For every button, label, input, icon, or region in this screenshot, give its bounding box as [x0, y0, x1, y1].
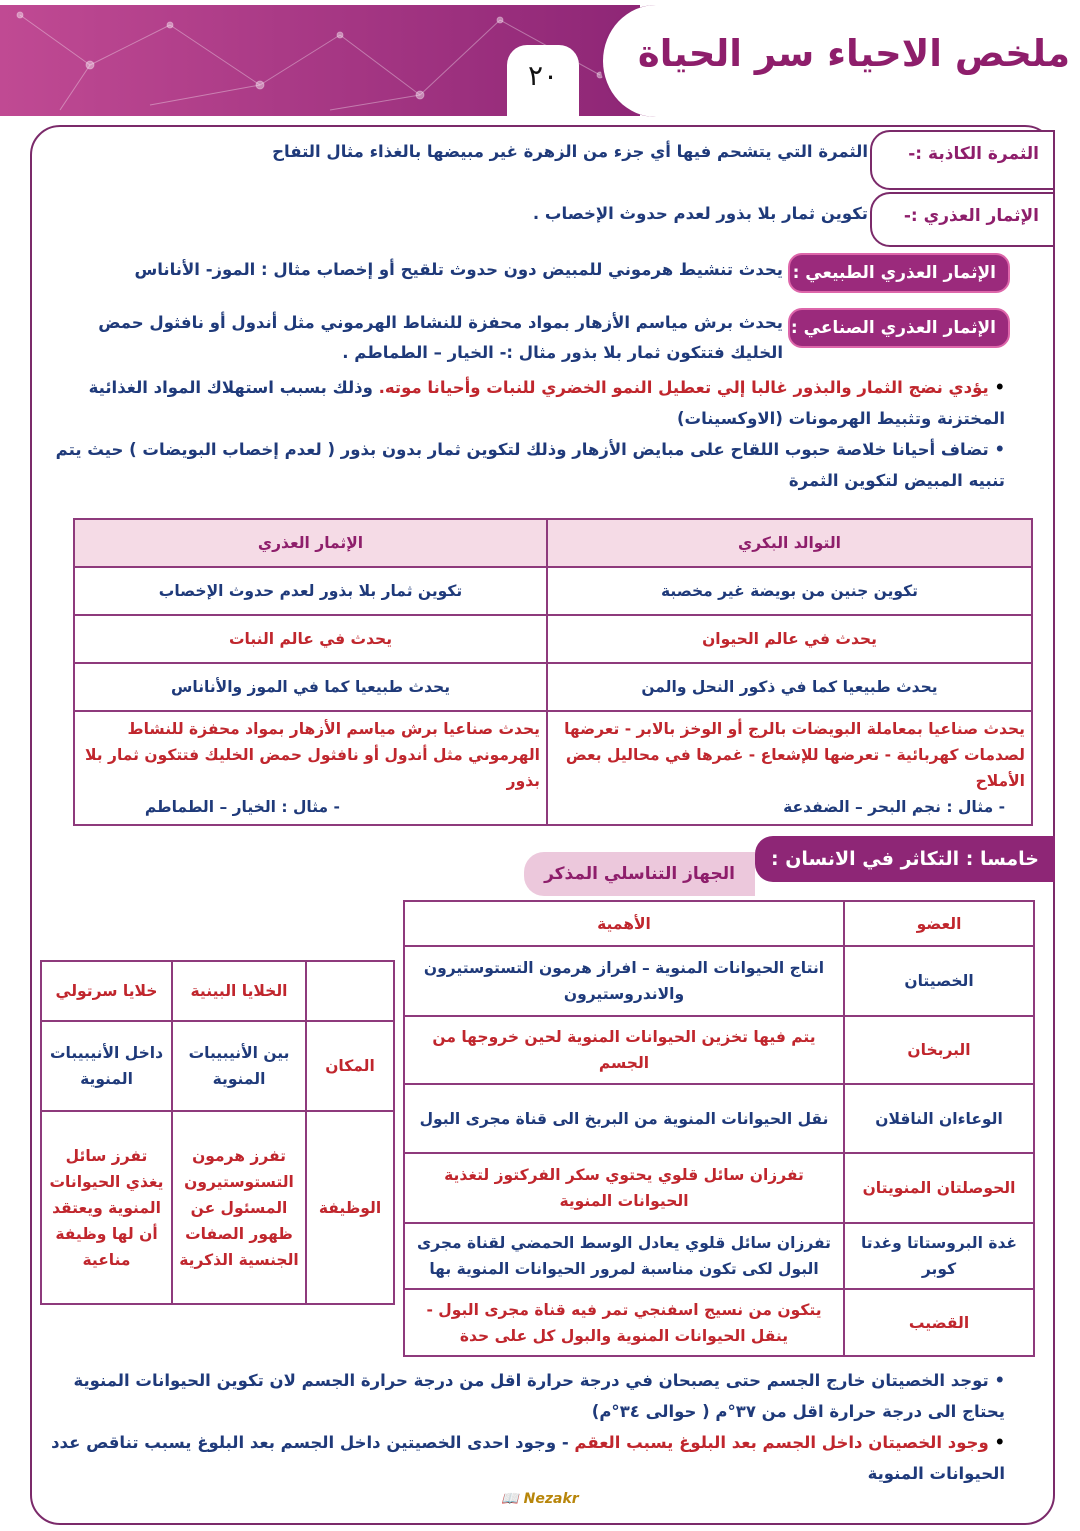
example-text: - مثال : نجم البحر – الضفدعة: [783, 798, 1005, 816]
table-cell: تفرز هرمون التستوستيرون المسئول عن ظهور الصفات الجنسية الذكرية: [172, 1111, 306, 1304]
page-header: [0, 0, 1080, 116]
row-label-function: الوظيفة: [306, 1111, 394, 1304]
notes-list: [40, 372, 1040, 496]
table-cell: يحدث طبيعيا كما في ذكور النحل والمن: [547, 663, 1032, 711]
page-title: ملخص الاحياء سر الحياة: [637, 32, 1070, 75]
header-parthenocarpy: الإثمار العذري: [74, 519, 547, 567]
table-cell: [547, 711, 1032, 825]
organs-table: [403, 900, 1035, 1357]
section-header: [40, 836, 1055, 896]
note-undescended-testes: • وجود الخصيتان داخل الجسم بعد البلوغ يسبب العقم - وجود احدى الخصيتين داخل الجسم بعد البلوغ يسبب تناقص عدد الحيوانات المنوية: [51, 1433, 1005, 1483]
definition-parthenocarpy: تكوين ثمار بلا بذور لعدم حدوث الإخصاب .: [532, 204, 868, 223]
organ-role: تفرزان سائل قلوي يعادل الوسط الحمضي لقناة مجرى البول لكى تكون مناسبة لمرور الحيوانات المنوية بها: [404, 1223, 844, 1289]
section-subtitle: الجهاز التناسلي المذكر: [524, 852, 755, 896]
organ-name: الخصيتان: [844, 946, 1034, 1016]
artificial-parthenocarpy: يحدث صناعيا برش مياسم الأزهار بمواد محفزة للنشاط الهرموني مثل أندول أو نافثول حمض الخليك فتتكون ثمار بلا بذور: [85, 720, 540, 790]
header-empty: [306, 961, 394, 1021]
table-cell: يحدث طبيعيا كما في الموز والأناناس: [74, 663, 547, 711]
header-sertoli-cells: خلايا سرتولي: [41, 961, 172, 1021]
organ-name: غدة البروستاتا وغدتا كوبر: [844, 1223, 1034, 1289]
page-number: ٢٠: [507, 45, 579, 116]
organ-role: يتم فيها تخزين الحيوانات المنوية لحين خروجها من الجسم: [404, 1016, 844, 1084]
cells-table: [40, 960, 395, 1305]
table-cell: يحدث في عالم الحيوان: [547, 615, 1032, 663]
table-cell: [74, 711, 547, 825]
table-cell: داخل الأنيبيبات المنوية: [41, 1021, 172, 1111]
organ-name: القضيب: [844, 1289, 1034, 1356]
definition-artificial-parthenocarpy: يحدث برش مياسم الأزهار بمواد محفزة للنشاط الهرموني مثل أندول أو نافثول حمض الخليك فتتكون ثمار بلا بذور مثال :- الخيار – الطماطم .: [98, 313, 783, 362]
header-interstitial-cells: الخلايا البينية: [172, 961, 306, 1021]
row-label-location: المكان: [306, 1021, 394, 1111]
header-importance: الأهمية: [404, 901, 844, 946]
content-flow: [40, 372, 1040, 1507]
table-cell: تفرز سائل يغذي الحيوانات المنوية ويعتقد أن لها وظيفة مناعية: [41, 1111, 172, 1304]
table-cell: تكوين جنين من بويضة غير مخصبة: [547, 567, 1032, 615]
note-pollen-extract: • تضاف أحيانا خلاصة حبوب اللقاح على مبايض الأزهار وذلك لتكوين ثمار بدون بذور ( لعدم إخصاب البويضات ) حيث يتم تنبيه المبيض لتكوين الثمرة: [55, 440, 1005, 490]
term-false-fruit: الثمرة الكاذبة :-: [870, 130, 1055, 190]
note-red-text: وجود الخصيتان داخل الجسم بعد البلوغ يسبب العقم: [574, 1433, 989, 1452]
table-cell: تكوين ثمار بلا بذور لعدم حدوث الإخصاب: [74, 567, 547, 615]
note-red-text: يؤدي نضج الثمار والبذور غالبا إلي تعطيل النمو الخضري للنبات وأحيانا موته.: [378, 378, 989, 397]
artificial-parthenogenesis: يحدث صناعيا بمعاملة البويضات بالرج أو الوخز بالابر - تعرضها لصدمات كهربائية - تعرضها للإشعاع - غمرها في محاليل بعض الأملاح: [564, 720, 1025, 790]
note-blue-text: - وجود احدى الخصيتين داخل الجسم بعد البلوغ يسبب تناقص عدد الحيوانات المنوية: [51, 1433, 1005, 1483]
table-cell: يحدث في عالم النبات: [74, 615, 547, 663]
organ-role: يتكون من نسيج اسفنجي تمر فيه قناة مجرى البول - ينقل الحيوانات المنوية والبول كل على حدة: [404, 1289, 844, 1356]
tables-row: [40, 900, 1035, 1357]
organ-role: انتاج الحيوانات المنوية – افراز هرمون التستوستيرون والاندروستيرون: [404, 946, 844, 1016]
table-cell: بين الأنيبيبات المنوية: [172, 1021, 306, 1111]
term-natural-parthenocarpy: الإثمار العذري الطبيعي :: [788, 253, 1010, 293]
definition-false-fruit: الثمرة التي يتشحم فيها أي جزء من الزهرة غير مبيضها بالغذاء مثال التفاح: [272, 142, 868, 161]
organ-role: نقل الحيوانات المنوية من البربخ الى قناة مجرى البول: [404, 1084, 844, 1153]
comparison-table: [73, 518, 1033, 826]
header-organ: العضو: [844, 901, 1034, 946]
definition-natural-parthenocarpy: يحدث تنشيط هرموني للمبيض دون حدوث تلقيح أو إخصاب مثال : الموز- الأناناس: [134, 260, 783, 279]
section-title: خامسا : التكاثر في الانسان :: [755, 836, 1055, 882]
term-artificial-parthenocarpy: الإثمار العذري الصناعي :: [788, 308, 1010, 348]
organ-name: الحوصلتان المنويتان: [844, 1153, 1034, 1223]
bottom-notes: [40, 1365, 1040, 1489]
organ-role: تفرزان سائل قلوي يحتوي سكر الفركتوز لتغذية الحيوانات المنوية: [404, 1153, 844, 1223]
watermark-logo: 📖 Nezakr: [501, 1491, 579, 1507]
organ-name: الوعاءان الناقلان: [844, 1084, 1034, 1153]
note-blue-text: وذلك بسبب استهلاك المواد الغذائية المختزنة وتثبيط الهرمونات (الاوكسينات): [88, 378, 1005, 428]
example-text: - مثال : الخيار – الطماطم: [144, 798, 340, 816]
note-seed-ripening: • يؤدي نضج الثمار والبذور غالبا إلي تعطيل النمو الخضري للنبات وأحيانا موته. وذلك بسبب استهلاك المواد الغذائية المختزنة وتثبيط الهرمونات (الاوكسينات): [88, 378, 1005, 428]
note-text: تضاف أحيانا خلاصة حبوب اللقاح على مبايض الأزهار وذلك لتكوين ثمار بدون بذور ( لعدم إخصاب البويضات ) حيث يتم تنبيه المبيض لتكوين الثمرة: [55, 440, 1005, 490]
organ-name: البربخان: [844, 1016, 1034, 1084]
note-text: توجد الخصيتان خارج الجسم حتى يصبحان في درجة حرارة اقل من درجة حرارة الجسم لان تكوين الحيوانات المنوية يحتاج الى درجة حرارة اقل من ٣٧°م ( حوالى ٣٤°م): [73, 1371, 1005, 1421]
header-parthenogenesis: التوالد البكري: [547, 519, 1032, 567]
note-testes-temperature: • توجد الخصيتان خارج الجسم حتى يصبحان في درجة حرارة اقل من درجة حرارة الجسم لان تكوين الحيوانات المنوية يحتاج الى درجة حرارة اقل من ٣٧°م ( حوالى ٣٤°م): [73, 1371, 1005, 1421]
term-parthenocarpy: الإثمار العذري :-: [870, 192, 1055, 247]
